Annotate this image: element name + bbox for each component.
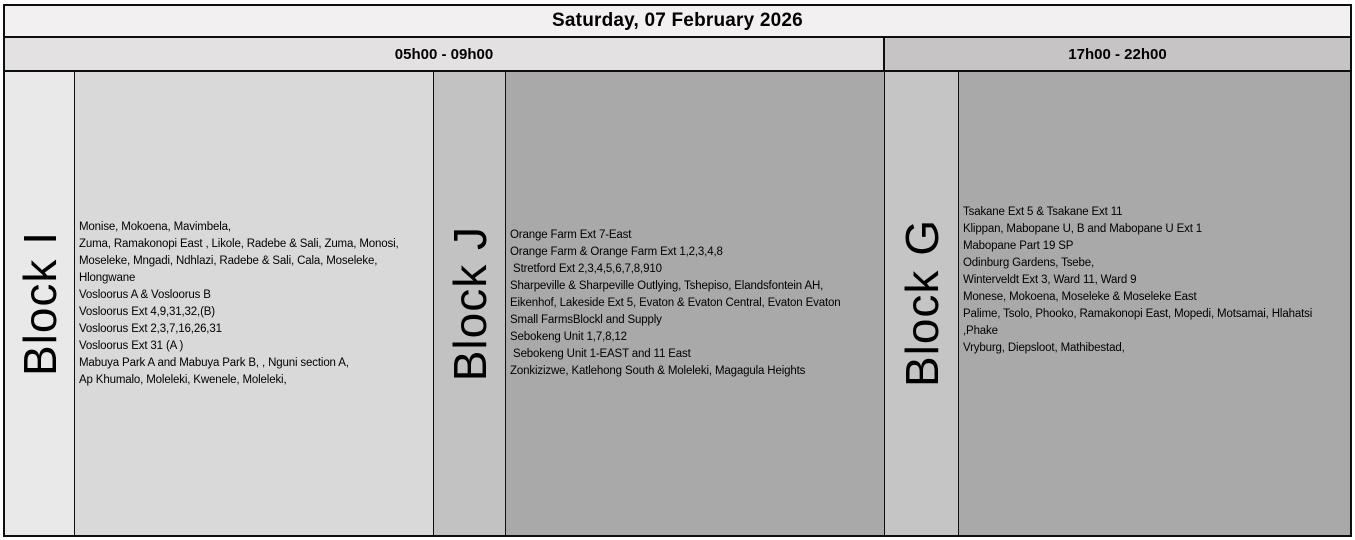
area-line: Vosloorus Ext 2,3,7,16,26,31 <box>79 322 222 335</box>
time-slot-morning: 05h00 - 09h00 <box>5 38 885 72</box>
block-g-name: Block G <box>895 219 948 388</box>
area-line: Sharpeville & Sharpeville Outlying, Tshepiso, Elandsfontein AH, <box>510 280 824 292</box>
area-line: Orange Farm Ext 7-East <box>510 229 632 241</box>
time-slot-evening: 17h00 - 22h00 <box>885 38 1350 72</box>
area-line: Zonkizizwe, Katlehong South & Moleleki, Magagula Heights <box>510 365 806 377</box>
area-line: Stretford Ext 2,3,4,5,6,7,8,910 <box>510 263 662 275</box>
block-j-areas <box>506 72 885 535</box>
area-line: Vryburg, Diepsloot, Mathibestad, <box>963 342 1125 354</box>
area-line: Mabopane Part 19 SP <box>963 240 1074 252</box>
date-header: Saturday, 07 February 2026 <box>5 6 1350 38</box>
area-line: Klippan, Mabopane U, B and Mabopane U Ext 1 <box>963 223 1203 235</box>
area-line: Mabuya Park A and Mabuya Park B, , Nguni section A, <box>79 356 349 369</box>
block-g-areas <box>959 72 1350 535</box>
area-line: ,Phake <box>963 325 998 337</box>
block-j-name: Block J <box>443 225 496 382</box>
area-line: Odinburg Gardens, Tsebe, <box>963 257 1095 269</box>
area-line: Winterveldt Ext 3, Ward 11, Ward 9 <box>963 274 1137 286</box>
block-i-label-cell <box>5 72 75 535</box>
area-line: Palime, Tsolo, Phooko, Ramakonopi East, Mopedi, Motsamai, Hlahatsi <box>963 308 1313 320</box>
area-line: Vosloorus A & Vosloorus B <box>79 288 211 301</box>
area-line: Zuma, Ramakonopi East , Likole, Radebe & Sali, Zuma, Monosi, <box>79 237 399 250</box>
area-line: Sebokeng Unit 1,7,8,12 <box>510 331 627 343</box>
area-line: Eikenhof, Lakeside Ext 5, Evaton & Evaton Central, Evaton Evaton <box>510 297 841 309</box>
block-i-areas <box>75 72 434 535</box>
area-line: Hlongwane <box>79 271 136 284</box>
block-j-label-cell <box>434 72 506 535</box>
area-line: Tsakane Ext 5 & Tsakane Ext 11 <box>963 206 1123 218</box>
block-g-label-cell <box>885 72 959 535</box>
schedule-table <box>3 4 1352 537</box>
block-i-name: Block I <box>13 230 66 377</box>
area-line: Ap Khumalo, Moleleki, Kwenele, Moleleki, <box>79 373 287 386</box>
area-line: Sebokeng Unit 1-EAST and 11 East <box>510 348 691 360</box>
area-line: Monese, Mokoena, Moseleke & Moseleke East <box>963 291 1197 303</box>
area-line: Moseleke, Mngadi, Ndhlazi, Radebe & Sali, Cala, Moseleke, <box>79 254 378 267</box>
area-line: Monise, Mokoena, Mavimbela, <box>79 220 231 233</box>
area-line: Vosloorus Ext 31 (A ) <box>79 339 184 352</box>
area-line: Orange Farm & Orange Farm Ext 1,2,3,4,8 <box>510 246 723 258</box>
area-line: Vosloorus Ext 4,9,31,32,(B) <box>79 305 215 318</box>
area-line: Small FarmsBlockl and Supply <box>510 314 662 326</box>
